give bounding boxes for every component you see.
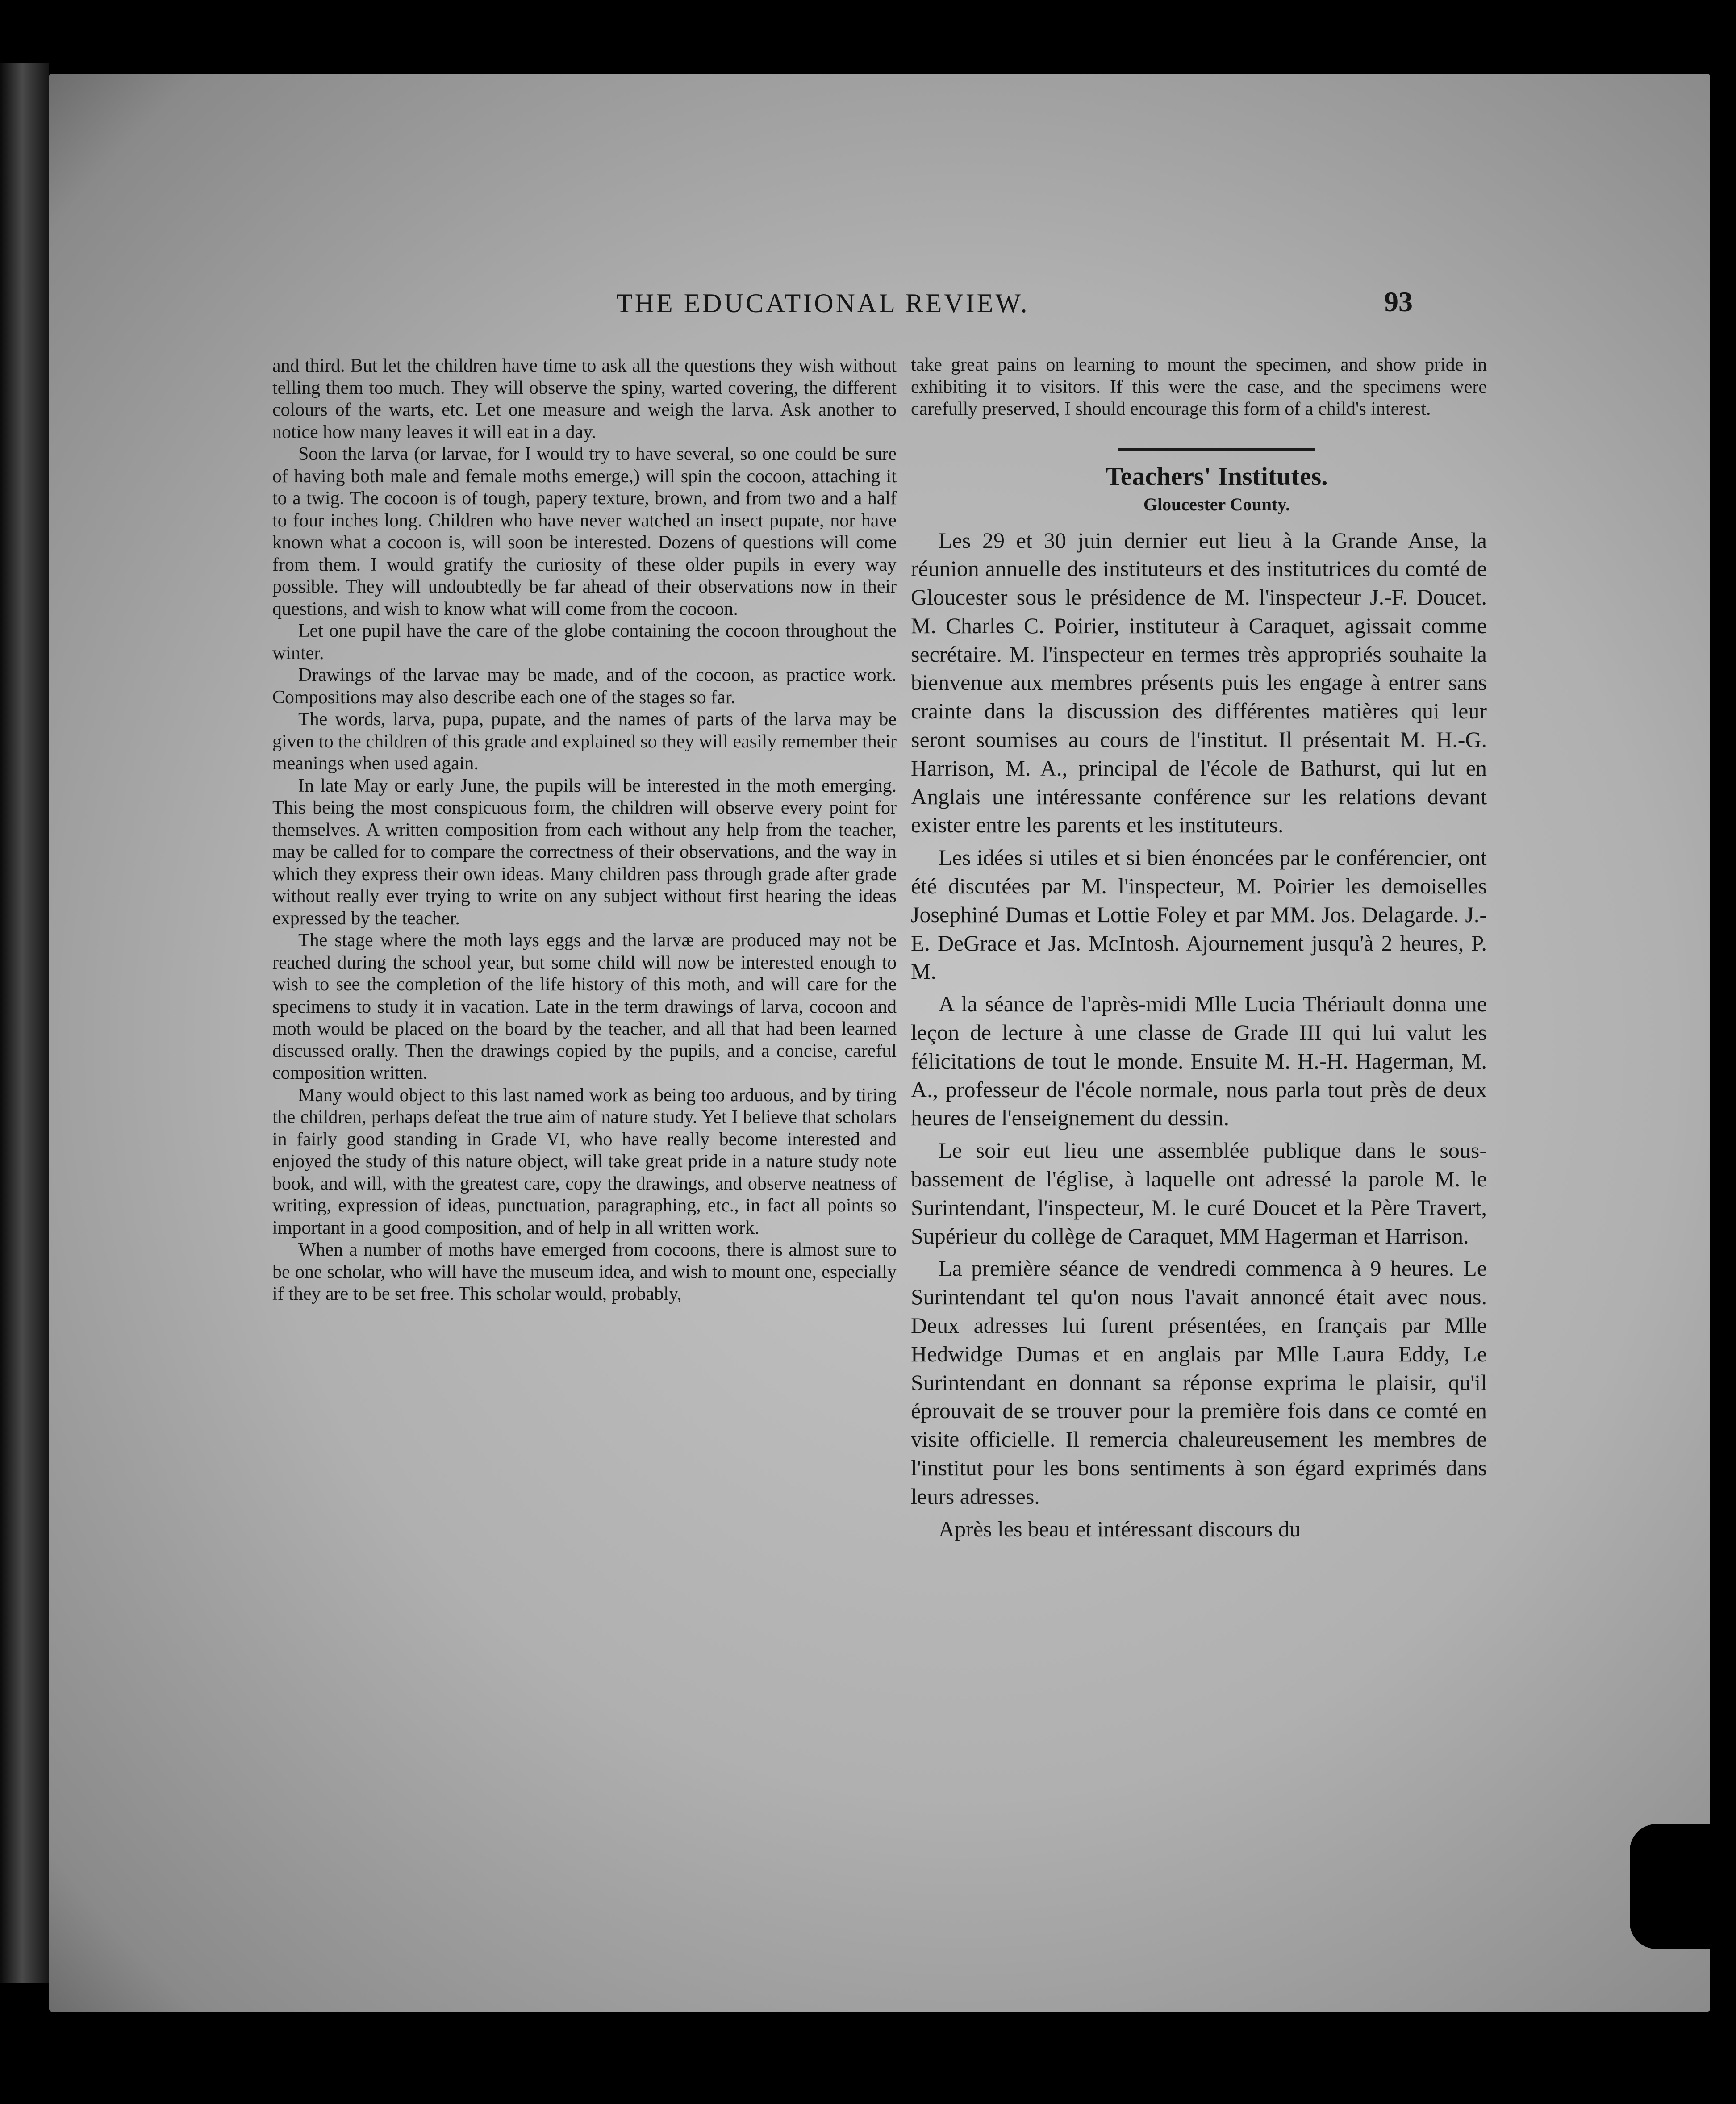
- paragraph: The stage where the moth lays eggs and the larvæ are produced may not be reached during the school year, but some child will now be interested enough to wish to see the completion of the life history of this moth, and will care for the specimens to study it in vacation. Late in the term drawings of larva, cocoon and moth would be placed on the board by the teacher, and all that had been learned discussed orally. Then the drawings copied by the pupils, and a concise, careful composition written.: [272, 930, 897, 1083]
- continuation-paragraph: take great pains on learning to mount the specimen, and show pride in exhibiting it to visitors. If this were the case, and the specimens were carefully preserved, I should encourage this form of a child's interest.: [911, 355, 1487, 419]
- journal-page: [49, 74, 1710, 2012]
- paragraph: Les 29 et 30 juin dernier eut lieu à la Grande Anse, la réunion annuelle des instituteurs et des institutrices du comté de Gloucester sous le présidence de M. l'inspecteur J.-F. Doucet. M. Charles C. Poirier, instituteur à Caraquet, agissait comme secrétaire. M. l'inspecteur en termes très appropriés souhaite la bienvenue aux membres présents puis les engage à entrer sans crainte dans la discussion des différentes matières qui leur seront soumises au cours de l'institut. Il présentait M. H.-G. Harrison, M. A., principal de l'école de Bathurst, qui lut en Anglais une intéressante conférence sur les relations devant exister entre les parents et les instituteurs.: [911, 527, 1487, 838]
- left-column: [272, 355, 897, 1306]
- paragraph: Après les beau et intéressant discours du: [939, 1516, 1301, 1541]
- page-number: 93: [1384, 286, 1413, 317]
- paragraph: Drawings of the larvae may be made, and of the cocoon, as practice work. Compositions may also describe each one of the stages so far.: [272, 665, 897, 708]
- section-divider: [1118, 448, 1315, 451]
- paragraph: La première séance de vendredi commenca à 9 heures. Le Surintendant tel qu'on nous l'avait annoncé était avec nous. Deux adresses lui furent présentées, en français par Mlle Hedwidge Dumas et en anglais par Mlle Laura Eddy, Le Surintendant en donnant sa réponse exprima le plaisir, qu'il éprouvait de se trouver pour la première fois dans ce comté en visite officielle. Il remercia chaleureusement les membres de l'institut pour les bons sentiments à son égard exprimés dans leurs adresses.: [911, 1256, 1487, 1509]
- paragraph: Many would object to this last named work as being too arduous, and by tiring the children, perhaps defeat the true aim of nature study. Yet I believe that scholars in fairly good standing in Grade VI, who have really become interested and enjoyed the study of this nature object, will take great pride in a nature study note book, and will, with the greatest care, copy the drawings, and observe neatness of writing, expression of ideas, punctuation, paragraphing, etc., in fact all points so important in a good composition, and of help in all written work.: [272, 1085, 897, 1238]
- paragraph: The words, larva, pupa, pupate, and the names of parts of the larva may be given to the children of this grade and explained so they will easily remember their meanings when used again.: [272, 709, 897, 774]
- running-head: [616, 288, 1509, 324]
- page-clip: [1630, 1824, 1736, 1949]
- paragraph: In late May or early June, the pupils will be interested in the moth emerging. This being the most conspicuous form, the children will observe every point for themselves. A written composition from each without any help from the teacher, may be called for to compare the correctness of their observations, and the way in which they express their own ideas. Many children pass through grade after grade without really ever trying to write on any subject without first hearing the ideas expressed by the teacher.: [272, 775, 897, 929]
- section-subtitle: Gloucester County.: [1143, 494, 1290, 514]
- section-title: Teachers' Institutes.: [1106, 461, 1328, 491]
- paragraph: Les idées si utiles et si bien énoncées par le conférencier, ont été discutées par M. l'inspecteur, M. Poirier les demoiselles Josephiné Dumas et Lottie Foley et par MM. Jos. Delagarde. J.-E. DeGrace et Jas. McIntosh. Ajournement jusqu'à 2 heures, P. M.: [911, 845, 1487, 984]
- paragraph: and third. But let the children have time to ask all the questions they wish without telling them too much. They will observe the spiny, warted covering, the different colours of the warts, etc. Let one measure and weigh the larva. Ask another to notice how many leaves it will eat in a day.: [272, 355, 897, 443]
- paragraph: When a number of moths have emerged from cocoons, there is almost sure to be one scholar, who will have the museum idea, and wish to mount one, especially if they are to be set free. This scholar would, probably,: [272, 1240, 897, 1304]
- article-body: [911, 526, 1487, 1544]
- running-title: THE EDUCATIONAL REVIEW.: [616, 288, 1030, 318]
- paragraph: Let one pupil have the care of the globe containing the cocoon throughout the winter.: [272, 621, 897, 664]
- book-gutter-edge: [0, 63, 49, 1983]
- paragraph: Le soir eut lieu une assemblée publique dans le sous-bassement de l'église, à laquelle ont adressé la parole M. le Surintendant, l'inspecteur, M. le curé Doucet et la Père Travert, Supérieur du collège de Caraquet, MM Hagerman et Harrison.: [911, 1138, 1487, 1248]
- paragraph: A la séance de l'après-midi Mlle Lucia Thériault donna une leçon de lecture à une classe de Grade III qui lui valut les félicitations de tout le monde. Ensuite M. H.-H. Hagerman, M. A., professeur de l'école normale, nous parla tout près de deux heures de l'enseignement du dessin.: [911, 991, 1487, 1131]
- right-column: [911, 354, 1487, 1547]
- paragraph: Soon the larva (or larvae, for I would try to have several, so one could be sure of having both male and female moths emerge,) will spin the cocoon, attaching it to a twig. The cocoon is of tough, papery texture, brown, and from two and a half to four inches long. Children who have never watched an insect pupate, nor have known what a cocoon is, will soon be interested. Dozens of questions will come from them. I would gratify the curiosity of these older pupils in every way possible. They will undoubtedly be far ahead of their observations now in their questions, and wish to know what will come from the cocoon.: [272, 444, 897, 619]
